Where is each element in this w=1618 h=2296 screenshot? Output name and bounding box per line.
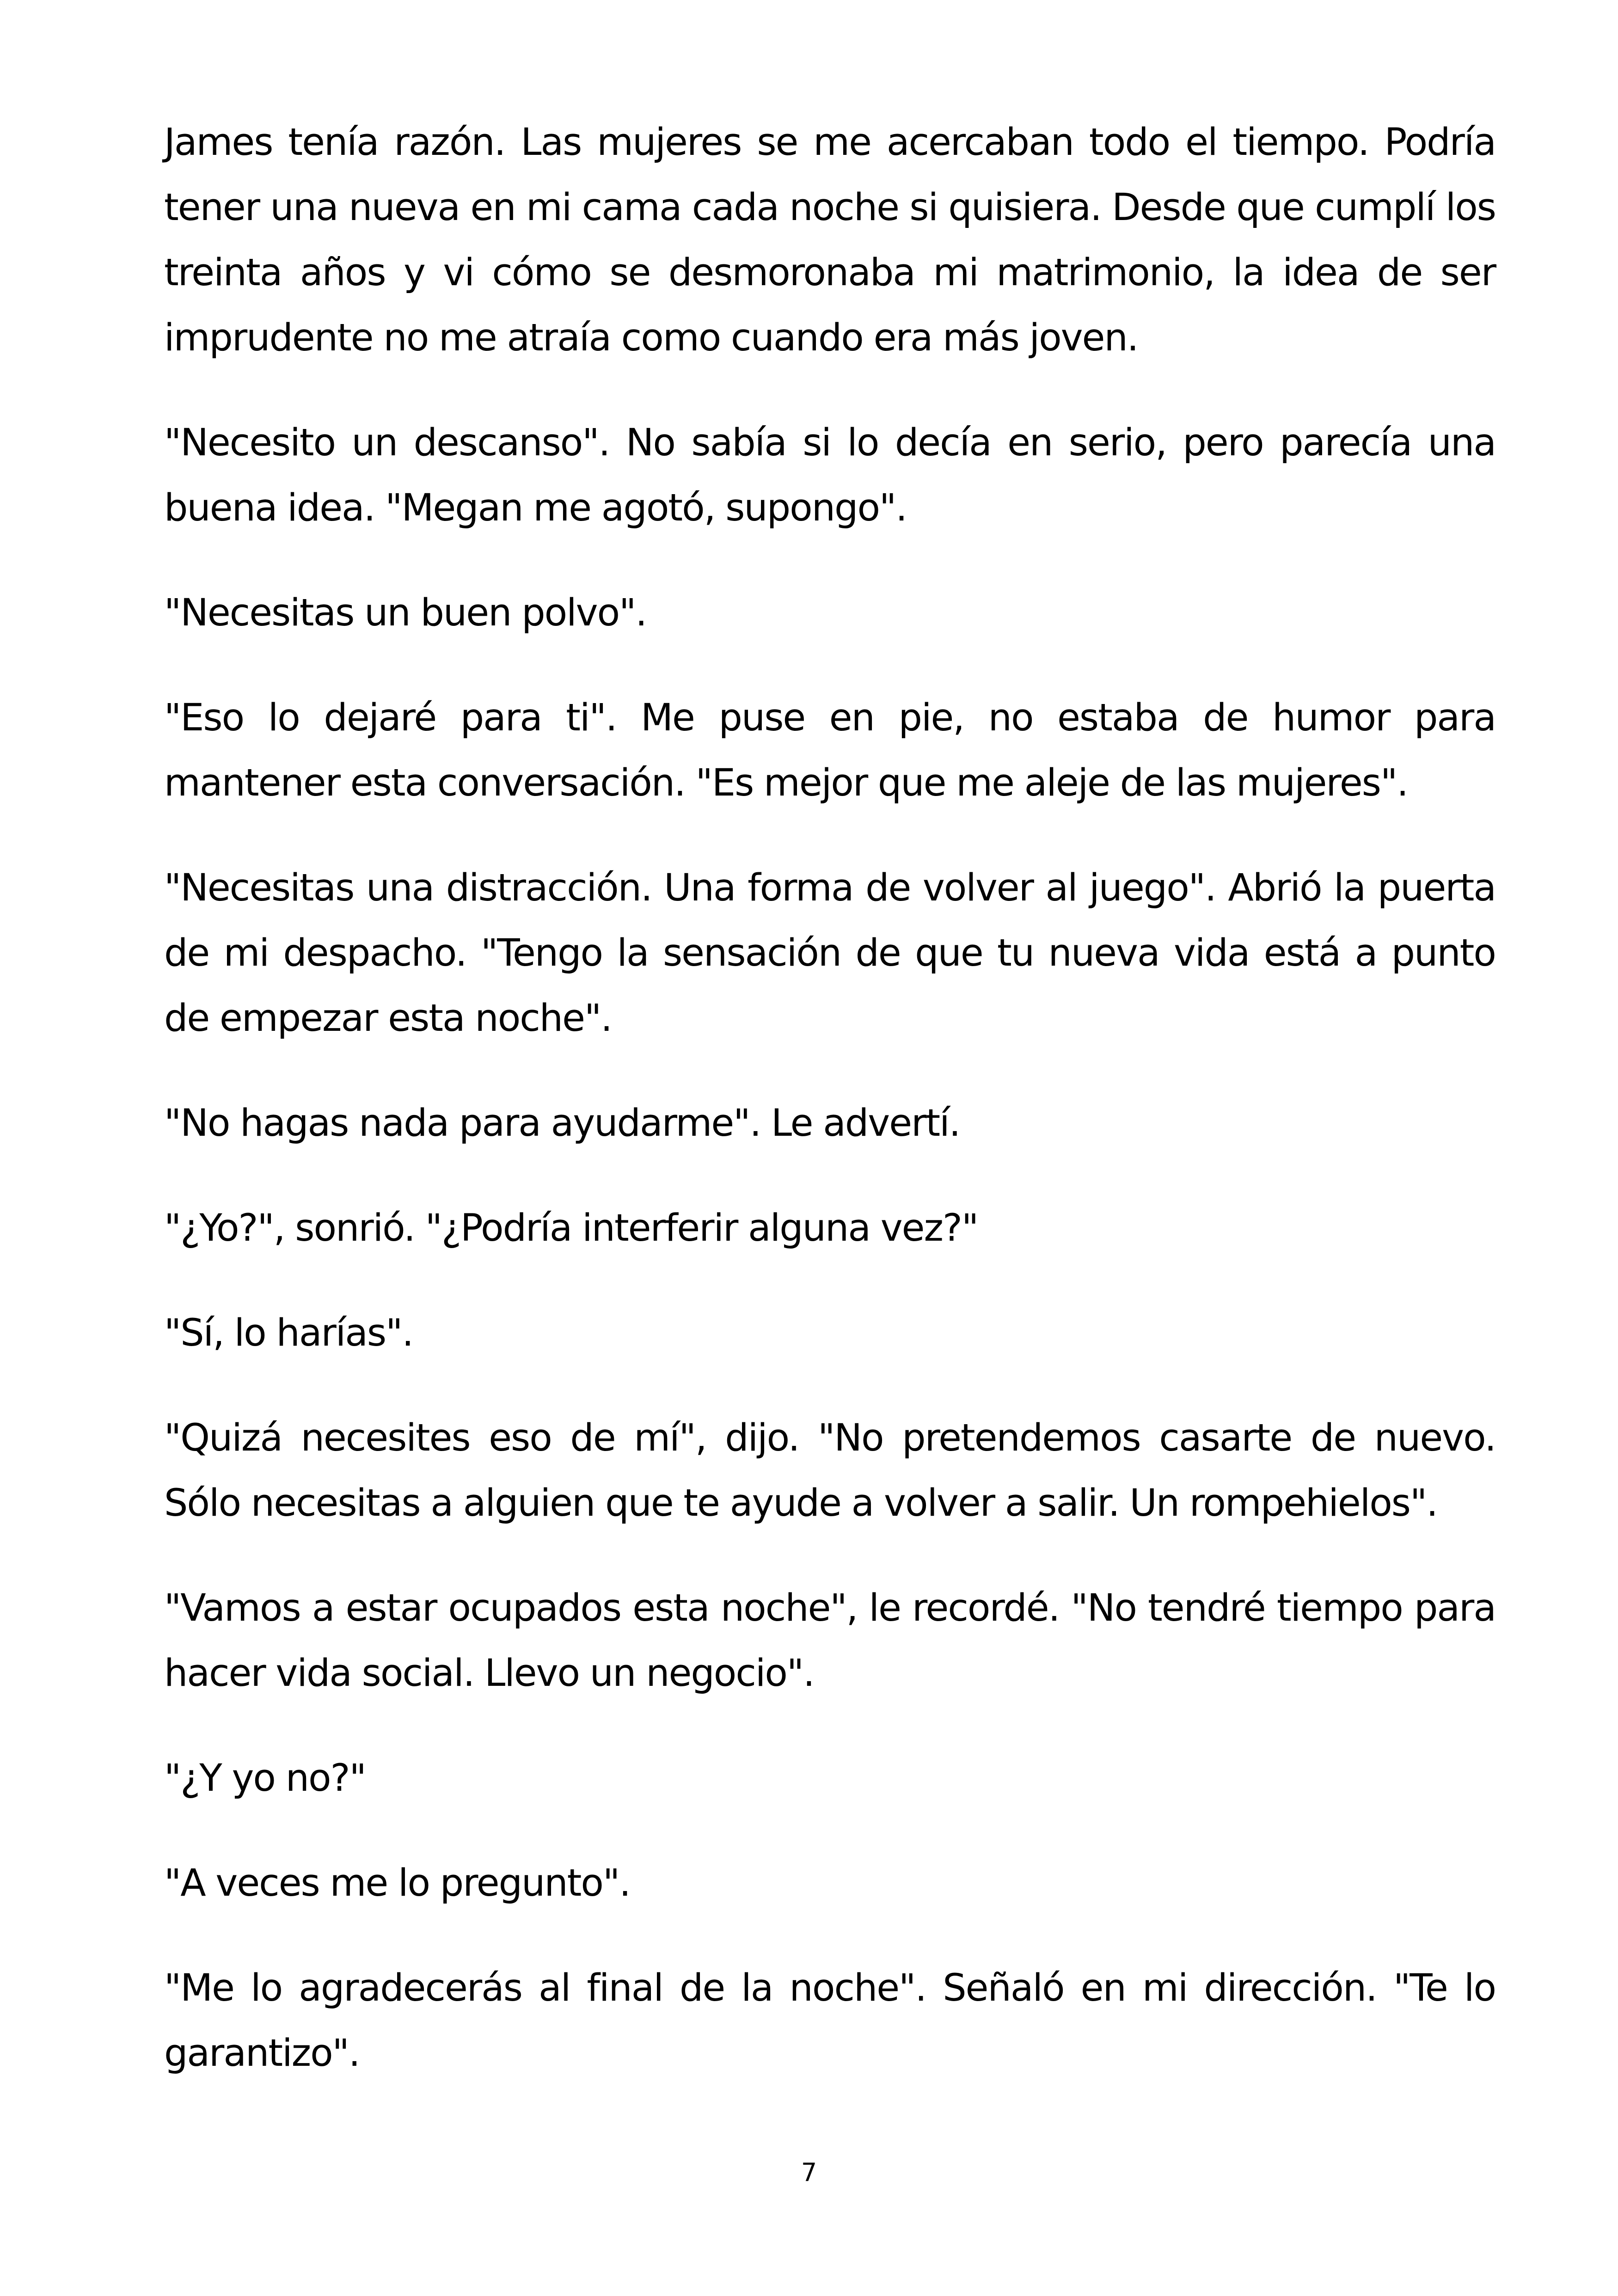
paragraph: "¿Yo?", sonrió. "¿Podría interferir alguna vez?"	[164, 1206, 978, 1250]
paragraph: "A veces me lo pregunto".	[164, 1861, 630, 1905]
paragraph: "Eso lo dejaré para ti". Me puse en pie, no estaba de humor para mantener esta conversación. "Es mejor que me aleje de las mujeres".	[164, 696, 1495, 805]
paragraph: "Necesitas una distracción. Una forma de volver al juego". Abrió la puerta de mi despacho. "Tengo la sensación de que tu nueva vida está a punto de empezar esta noche".	[164, 866, 1495, 1040]
paragraph: "Vamos a estar ocupados esta noche", le recordé. "No tendré tiempo para hacer vida social. Llevo un negocio".	[164, 1586, 1495, 1695]
body-text	[164, 110, 1495, 2126]
paragraph: "No hagas nada para ayudarme". Le advertí.	[164, 1102, 960, 1145]
paragraph: "Necesitas un buen polvo".	[164, 591, 647, 635]
paragraph: "Sí, lo harías".	[164, 1311, 413, 1355]
page-number: 7	[801, 2158, 817, 2187]
paragraph: James tenía razón. Las mujeres se me acercaban todo el tiempo. Podría tener una nueva en mi cama cada noche si quisiera. Desde que cumplí los treinta años y vi cómo se desmoronaba mi matrimonio, la idea de ser imprudente no me atraía como cuando era más joven.	[164, 121, 1495, 360]
paragraph: "Me lo agradecerás al final de la noche". Señaló en mi dirección. "Te lo garantizo".	[164, 1966, 1495, 2075]
paragraph: "¿Y yo no?"	[164, 1757, 366, 1800]
paragraph: "Quizá necesites eso de mí", dijo. "No pretendemos casarte de nuevo. Sólo necesitas a alguien que te ayude a volver a salir. Un rompehielos".	[164, 1416, 1495, 1525]
paragraph: "Necesito un descanso". No sabía si lo decía en serio, pero parecía una buena idea. "Megan me agotó, supongo".	[164, 421, 1495, 530]
